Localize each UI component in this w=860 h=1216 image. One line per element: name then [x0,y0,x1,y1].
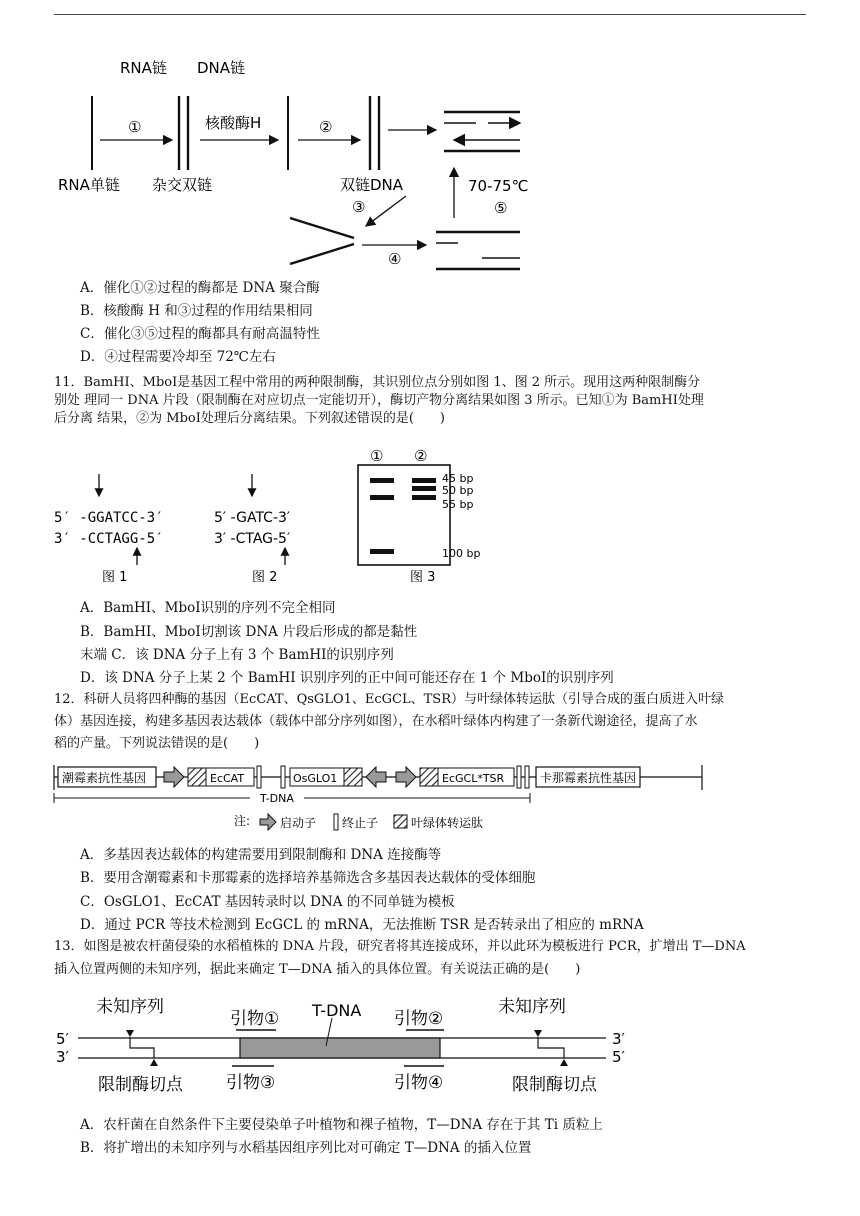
q13-option-a: A．农杆菌在自然条件下主要侵染单子叶植物和裸子植物，T—DNA 存在于其 Ti 质粒上 [80,1117,603,1133]
q13-option-b: B．将扩增出的未知序列与水稻基因组序列比对可确定 T—DNA 的插入位置 [80,1140,532,1156]
tdna-bracket-label: T-DNA [260,792,294,805]
q11-option-c: 末端 C．该 DNA 分子上有 3 个 BamHⅠ的识别序列 [80,647,394,663]
lane2-label: ② [414,447,428,465]
band-45bp: 45 bp [442,472,474,485]
step1-label: ① [128,118,142,136]
q11-stem-line2: 别处 理同一 DNA 片段（限制酶在对应切点一定能切开），酶切产物分离结果如图 3 所示。已知①为 BamHⅠ处理 [54,393,704,408]
legend-note-prefix: 注: [234,814,251,828]
osglo1-label: OsGLO1 [293,772,338,785]
bamhi-bottom-strand: 3′ -CCTAGG-5′ [54,531,164,547]
label-hybrid: 杂交双链 [152,176,213,194]
legend-promoter: 启动子 [280,816,317,830]
q11-stem-line1: 11．BamHⅠ、MboⅠ是基因工程中常用的两种限制酶，其识别位点分别如图 1、图 2 所示。现用这两种限制酶分 [54,375,701,390]
fig1-caption: 图 1 [102,570,128,585]
primer3-label: 引物③ [226,1073,276,1093]
q13-stem-line2: 插入位置两侧的未知序列，据此来确定 T—DNA 插入的具体位置。有关说法正确的是( ) [54,962,581,977]
q12-option-b: B．要用含潮霉素和卡那霉素的选择培养基筛选含多基因表达载体的受体细胞 [80,870,536,886]
primer2-label: 引物② [394,1009,444,1029]
mboi-top-strand: 5′ -GATC-3′ [214,510,291,526]
step3-label: ③ [352,198,366,216]
q12-stem-line1: 12．科研人员将四种酶的基因（EcCAT、QsGLO1、EcGCL、TSR）与叶绿体转运肽（引导合成的蛋白质进入叶绿 [54,692,724,707]
mboi-bottom-strand: 3′ -CTAG-5′ [214,531,291,547]
fig2-caption: 图 2 [252,570,278,585]
q11-option-b: B．BamHⅠ、MboⅠ切割该 DNA 片段后形成的都是黏性 [80,624,418,640]
bamhi-top-strand: 5′ -GGATCC-3′ [54,510,164,526]
q13-stem-line1: 13．如图是被农杆菌侵染的水稻植株的 DNA 片段，研究者将其连接成环，并以此环为模板进行 PCR，扩增出 T—DNA [54,939,746,954]
tdna-insertion-diagram [54,990,654,1100]
q12-option-d: D．通过 PCR 等技术检测到 EcGCL 的 mRNA，无法推断 TSR 是否转录出了相应的 mRNA [80,917,644,933]
restriction-site-figures [54,440,354,590]
temperature-label: 70-75℃ [468,177,529,195]
q12-option-a: A．多基因表达载体的构建需要用到限制酶和 DNA 连接酶等 [80,847,442,863]
cut-site-right: 限制酶切点 [512,1075,597,1095]
cut-site-left: 限制酶切点 [98,1075,183,1095]
unknown-seq-right: 未知序列 [498,997,566,1017]
kanamycin-gene-label: 卡那霉素抗性基因 [540,771,637,785]
legend-transit-peptide: 叶绿体转运肽 [411,816,484,830]
q11-option-a: A．BamHⅠ、MboⅠ识别的序列不完全相同 [80,600,336,616]
label-rna-chain: RNA链 [120,59,167,77]
q12-stem-line2: 体）基因连接，构建多基因表达载体（载体中部分序列如图），在水稻叶绿体内构建了一条新代谢途径，提高了水 [54,714,698,729]
primer1-label: 引物① [230,1009,280,1029]
legend-terminator: 终止子 [342,816,379,830]
strand-3prime-left: 3′ [56,1048,69,1066]
q12-stem-line3: 稻的产量。下列说法错误的是( ) [54,736,260,751]
q12-option-c: C．OsGLO1、EcCAT 基因转录时以 DNA 的不同单链为模板 [80,894,455,910]
strand-5prime-right: 5′ [612,1048,625,1066]
nuclease-h-label: 核酸酶H [205,114,262,132]
tdna-label: T-DNA [312,1001,362,1020]
band-50bp: 50 bp [442,484,474,497]
step4-label: ④ [388,250,402,268]
gel-electrophoresis-figure [356,445,496,585]
label-dna-chain: DNA链 [197,59,246,77]
strand-5prime-left: 5′ [56,1030,69,1048]
q11-option-d: D．该 DNA 分子上某 2 个 BamHI 识别序列的正中间可能还存在 1 个 MboⅠ的识别序列 [80,670,614,686]
q10-option-b: B．核酸酶 H 和③过程的作用结果相同 [80,303,313,319]
eccat-label: EcCAT [210,772,245,785]
primer4-label: 引物④ [394,1073,444,1093]
q10-option-c: C．催化③⑤过程的酶都具有耐高温特性 [80,326,320,342]
band-55bp: 55 bp [442,498,474,511]
band-100bp: 100 bp [442,547,481,560]
ecgcl-tsr-label: EcGCL*TSR [442,772,505,785]
q10-option-d: D．④过程需要冷却至 72℃左右 [80,349,276,365]
pcr-process-diagram [54,50,574,280]
vector-map-diagram [54,760,704,840]
hygromycin-gene-label: 潮霉素抗性基因 [62,771,147,785]
fig3-caption: 图 3 [410,570,436,585]
label-rna-single: RNA单链 [58,176,120,194]
step2-label: ② [319,118,333,136]
lane1-label: ① [370,447,384,465]
header-rule [54,14,806,15]
step5-label: ⑤ [494,199,508,217]
label-ds-dna: 双链DNA [340,176,404,194]
unknown-seq-left: 未知序列 [96,997,164,1017]
strand-3prime-right: 3′ [612,1030,625,1048]
q11-stem-line3: 后分离 结果，②为 MboⅠ处理后分离结果。下列叙述错误的是( ) [54,411,446,426]
q10-option-a: A．催化①②过程的酶都是 DNA 聚合酶 [80,280,320,296]
